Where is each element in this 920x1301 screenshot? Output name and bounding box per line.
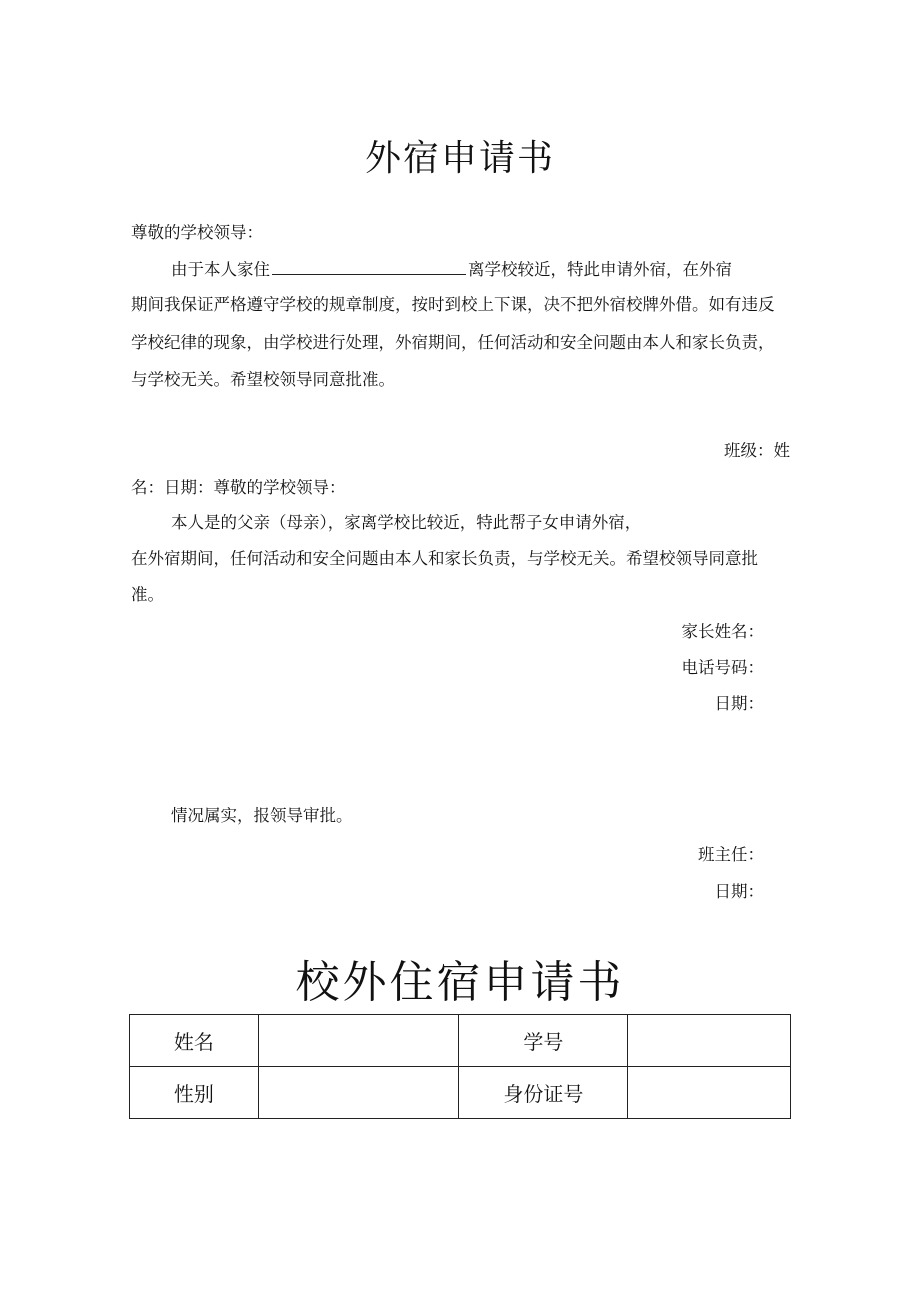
parent-para-line2: 在外宿期间，任何活动和安全问题由本人和家长负责，与学校无关。希望校领导同意批 — [131, 549, 758, 568]
table-row — [130, 1067, 791, 1119]
application-form-table — [129, 1014, 791, 1119]
form-title: 校外住宿申请书 — [295, 957, 625, 1008]
parent-phone-label: 电话号码： — [681, 658, 764, 677]
gender-label-cell: 性别 — [130, 1067, 259, 1119]
student-id-value-cell[interactable] — [628, 1015, 791, 1067]
class-name-label: 班级：姓 — [724, 441, 790, 460]
student-para-line1-suffix: 离学校较近，特此申请外宿，在外宿 — [468, 260, 732, 279]
id-number-label-cell: 身份证号 — [459, 1067, 628, 1119]
parent-name-label: 家长姓名： — [681, 622, 764, 641]
teacher-note: 情况属实，报领导审批。 — [171, 806, 353, 825]
address-blank — [272, 260, 466, 275]
table-row — [130, 1015, 791, 1067]
id-number-value-cell[interactable] — [628, 1067, 791, 1119]
teacher-label: 班主任： — [698, 845, 764, 864]
parent-para-line1: 本人是的父亲（母亲），家离学校比较近，特此帮子女申请外宿， — [171, 513, 642, 532]
name-label-cell: 姓名 — [130, 1015, 259, 1067]
name-date-line: 名：日期：尊敬的学校领导： — [131, 478, 346, 497]
parent-date-label: 日期： — [714, 694, 764, 713]
student-para-line2: 期间我保证严格遵守学校的规章制度，按时到校上下课，决不把外宿校牌外借。如有违反 — [131, 295, 775, 314]
name-value-cell[interactable] — [258, 1015, 459, 1067]
student-para-line4: 与学校无关。希望校领导同意批准。 — [131, 370, 395, 389]
parent-para-line3: 准。 — [131, 585, 164, 604]
student-id-label-cell: 学号 — [459, 1015, 628, 1067]
page-title: 外宿申请书 — [364, 138, 555, 179]
teacher-date-label: 日期： — [714, 882, 764, 901]
salutation: 尊敬的学校领导： — [131, 223, 263, 242]
student-para-line1-prefix: 由于本人家住 — [171, 260, 270, 279]
student-para-line3: 学校纪律的现象，由学校进行处理，外宿期间，任何活动和安全问题由本人和家长负责， — [131, 333, 775, 352]
gender-value-cell[interactable] — [258, 1067, 459, 1119]
student-para-line1 — [171, 260, 732, 280]
